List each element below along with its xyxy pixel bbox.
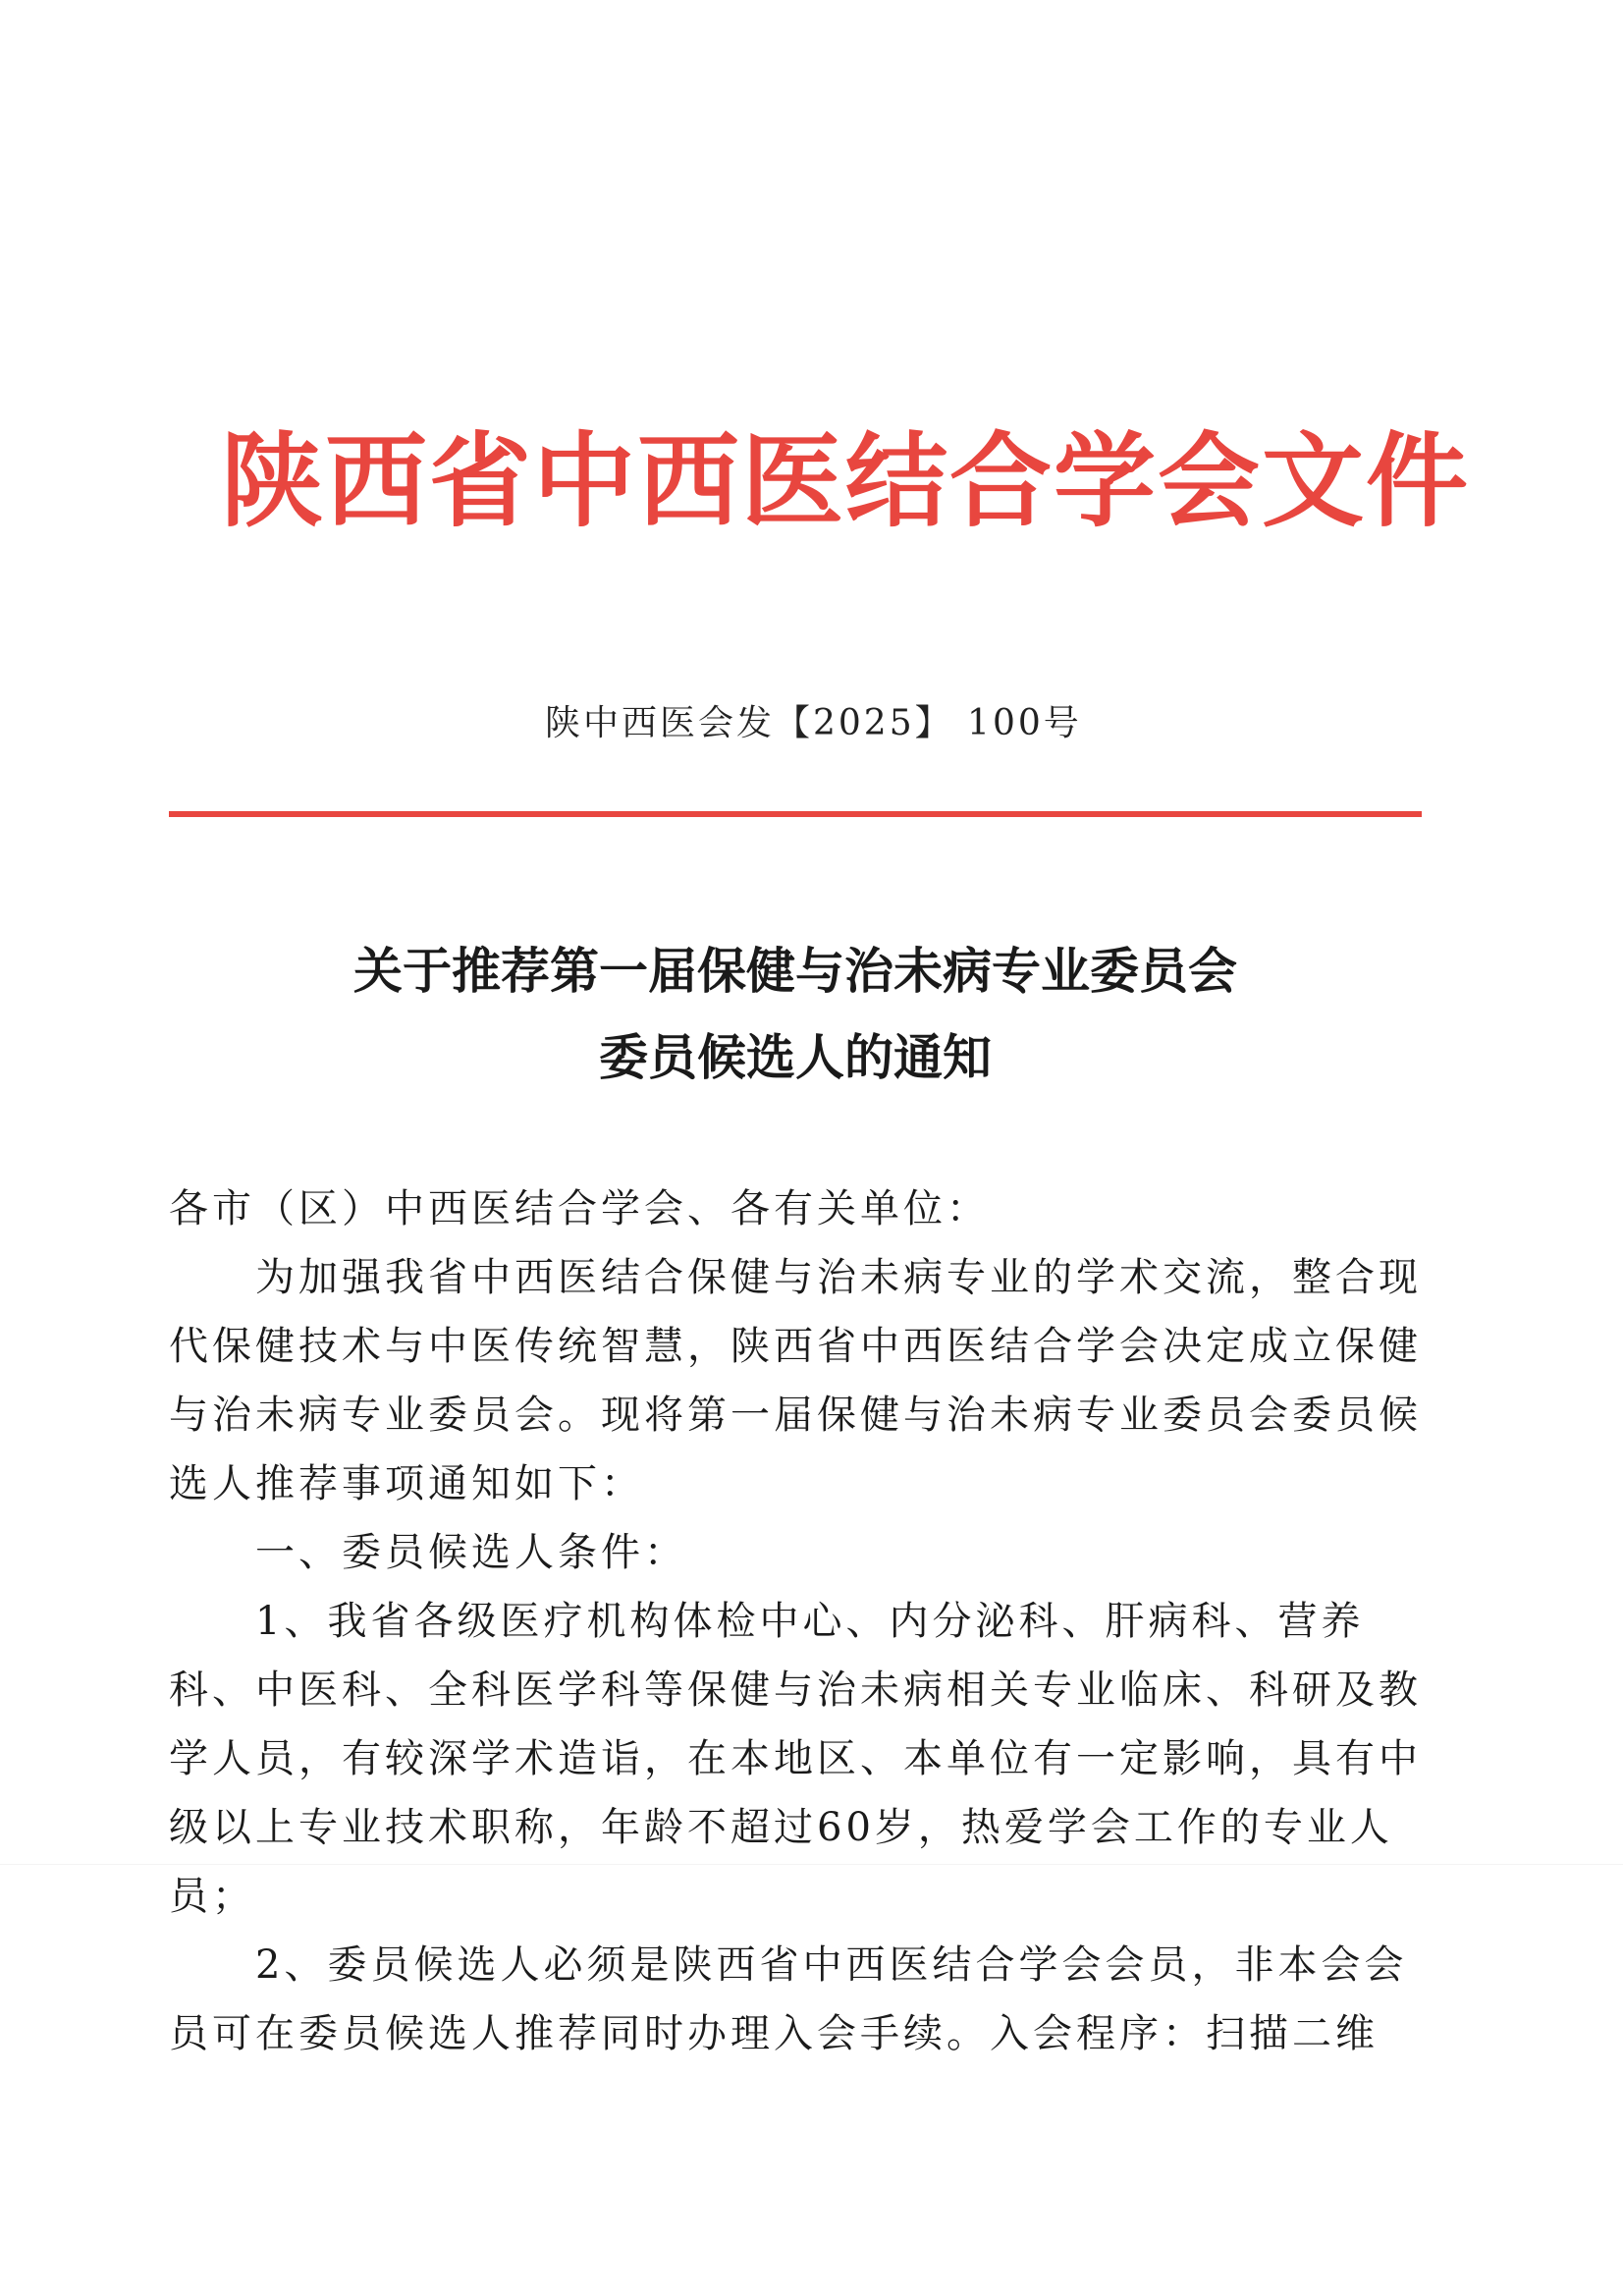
red-divider-line xyxy=(169,811,1422,817)
notice-title-line-1: 关于推荐第一届保健与治未病专业委员会 xyxy=(353,943,1237,1000)
notice-body xyxy=(169,1175,1422,2068)
condition-item-1: 1、我省各级医疗机构体检中心、内分泌科、肝病科、营养科、中医科、全科医学科等保健与治未病相关专业临床、科研及教学人员，有较深学术造诣，在本地区、本单位有一定影响，具有中级以上专业技术职称，年龄不超过60岁，热爱学会工作的专业人员； xyxy=(169,1599,1422,1919)
document-number: 陕中西医会发【2025】 100号 xyxy=(545,703,1082,743)
scan-artifact-line xyxy=(0,1864,1623,1865)
salutation: 各市（区）中西医结合学会、各有关单位： xyxy=(169,1186,990,1231)
notice-title-line-2: 委员候选人的通知 xyxy=(599,1029,992,1086)
condition-item-2: 2、委员候选人必须是陕西省中西医结合学会会员，非本会会员可在委员候选人推荐同时办理入会手续。入会程序：扫描二维 xyxy=(169,1942,1408,2056)
notice-title xyxy=(169,928,1422,1101)
intro-paragraph: 为加强我省中西医结合保健与治未病专业的学术交流，整合现代保健技术与中医传统智慧，陕西省中西医结合学会决定成立保健与治未病专业委员会。现将第一届保健与治未病专业委员会委员候选人推荐事项通知如下： xyxy=(169,1255,1422,1506)
org-red-header: 陕西省中西医结合学会文件 xyxy=(221,421,1471,541)
section-heading-1: 一、委员候选人条件： xyxy=(255,1530,687,1575)
